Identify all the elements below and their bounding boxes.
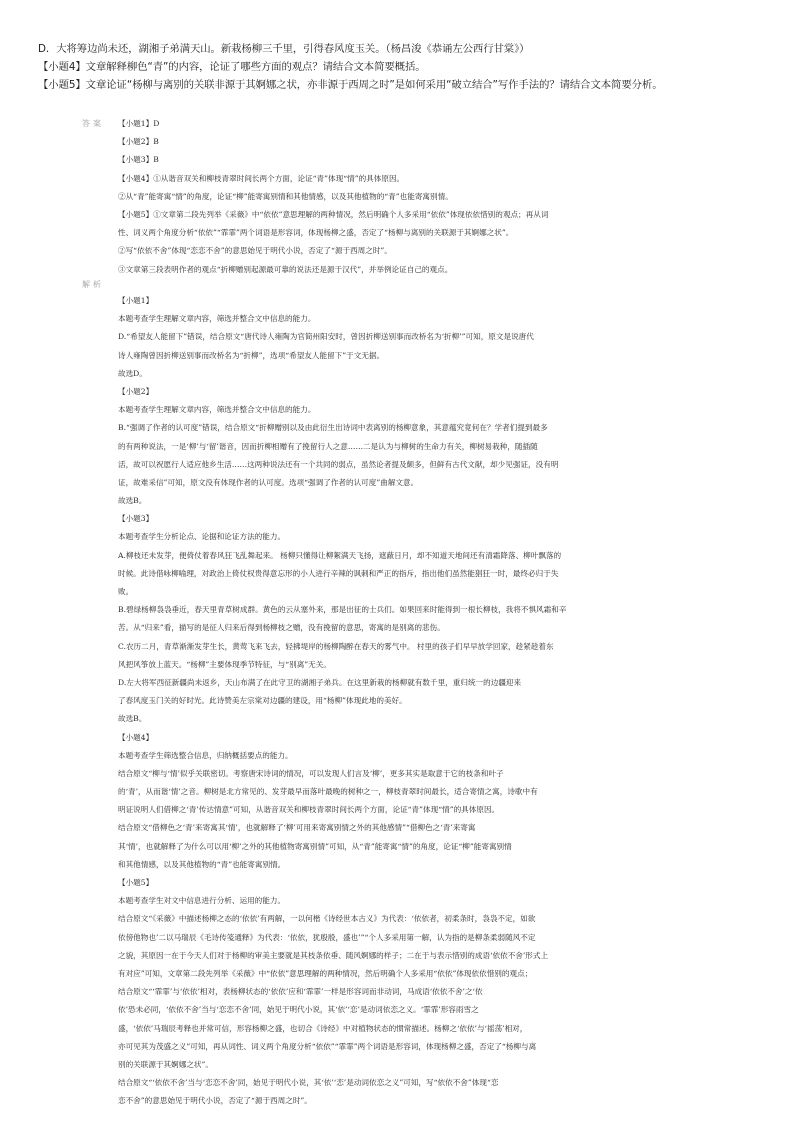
- analysis-line: 了春风度玉门关的好时光。此诗赞美左宗棠对边疆的建设，用“杨柳”体现此地的美好。: [118, 696, 407, 706]
- analysis-line: 故选B。: [118, 496, 147, 506]
- analysis-line: 本题考查学生对文中信息进行分析、运用的能力。: [118, 896, 286, 906]
- analysis-line: 【小题3】: [118, 514, 154, 524]
- analysis-line: 活，故可以祝愿行人适应他乡生活……这两种说法还有一个共同的弱点，虽然论者提及颇多，但鲜有古代文献，却少见强证，没有明: [118, 459, 559, 469]
- analysis-line: 的有两种说法，一是‘柳’与‘留’谐音，因而折柳相赠有了挽留行人之意……二是认为与柳树的生命力有关，柳树易栽种，随插随: [118, 441, 538, 451]
- answer-line: 【小题5】①文章第二段先列举《采薇》中“依依”意思理解的两种情况，然后明确个人多采用“依依”体现依依惜别的观点；再从词: [118, 209, 549, 219]
- analysis-line: 别的关联源于其婀娜之状”。: [118, 1059, 214, 1069]
- answer-line: ②写“依依不舍”体现“恋恋不舍”的意思始见于明代小说，否定了“源于西周之时”。: [118, 246, 392, 256]
- answer-line: 性、词义两个角度分析“依依”“霏霏”两个词语是形容词，体现杨柳之盛，否定了“杨柳与离别的关联源于其婀娜之状”。: [118, 228, 514, 238]
- question-5: 【小题5】文章论证“杨柳与离别的关联非源于其婀娜之状，亦非源于西周之时”是如何采用“破立结合”写作手法的？请结合文本简要分析。: [38, 79, 663, 91]
- analysis-line: A.柳枝还未发芽，便倚仗着春风狂飞乱舞起来。 杨柳只懂得让柳絮满天飞扬，遮蔽日月，却不知道天地间还有清霜降落、柳叶飘落的: [118, 550, 562, 560]
- analysis-line: 其‘情’，也就解释了为什么可以用‘柳’之外的其他植物寄寓别情”可知，从“青”能寄寓“情”的角度，论证“柳”能寄寓别情: [118, 841, 512, 851]
- analysis-line: 结合原文“《采薇》中描述杨柳之态的‘依依’有两解，一以何楷《诗经世本古义》为代表：‘依依者，初柔条时，袅袅不定，如欲: [118, 914, 536, 924]
- analysis-line: 的‘青’，从而谐‘情’之音。柳树是北方常见的、发芽最早而落叶最晚的树种之一，柳枝青翠时间最长，适合寄情之寓，诗歌中有: [118, 787, 538, 797]
- question-4: 【小题4】文章解释柳色“青”的内容，论证了哪些方面的观点？请结合文本简要概括。: [38, 61, 426, 73]
- analysis-line: 诗人雍陶曾因折柳送别事而改桥名为“折柳”，选项“希望友人能留下”于文无据。: [118, 350, 385, 360]
- analysis-line: 时候。此诗借咏柳喻理，对政治上倚仗权贵得意忘形的小人进行辛辣的讽刺和严正的指斥，指出他们虽然能猖狂一时，最终必归于失: [118, 568, 559, 578]
- analysis-line: 风把风筝放上蓝天。“杨柳”主要体现季节特征，与“别离”无关。: [118, 659, 331, 669]
- analysis-line: 有对应”可知，文章第二段先列举《采薇》中“依依”意思理解的两种情况，然后明确个人多采用“依依”体现依依惜别的观点；: [118, 968, 533, 978]
- answer-line: ②从“青”能寄寓“情”的角度，论证“柳”能寄寓别情和其他情感，以及其他植物的“青”也能寄寓别情。: [118, 191, 453, 201]
- analysis-line: D.“希望友人能留下”错误，结合原文“唐代诗人雍陶为官简州阳安时，曾因折柳送别事而改桥名为‘折柳’”可知，原文是说唐代: [118, 332, 534, 342]
- analysis-line: B.“强调了作者的认可度”错误，结合原文“折柳赠别以及由此衍生出诗词中表离别的杨柳意象，其意蕴究竟何在？学者们提到最多: [118, 423, 548, 433]
- analysis-line: 败。: [118, 587, 134, 596]
- analysis-line: 结合原文“‘依依不舍’当与‘恋恋不舍’同，始见于明代小说，其‘依’‘恋’是动词依恋之义”可知，写“依依不舍”体现“恋: [118, 1078, 499, 1088]
- analysis-line: 和其他情感，以及其他植物的“青”也能寄寓别情。: [118, 859, 286, 869]
- analysis-line: 依傍他物也’二以马瑞辰《毛诗传笺通释》为代表：‘依依，犹殷殷，盛也’”“个人多采用第一解，认为指的是柳条柔弱随风不定: [118, 932, 536, 942]
- analysis-line: C.农历二月，青草渐渐发芽生长，黄莺飞来飞去，轻拂堤岸的杨柳陶醉在春天的雾气中。 村里的孩子们早早放学回家，趁紧趁着东: [118, 641, 554, 651]
- analysis-line: 故选D。: [118, 368, 147, 378]
- analysis-line: 故选B。: [118, 714, 147, 724]
- analysis-line: 恋不舍”的意思始见于明代小说，否定了“源于西周之时”。: [118, 1096, 312, 1106]
- answer-line: 【小题2】B: [118, 137, 159, 147]
- answer-line: 【小题1】D: [118, 119, 160, 128]
- answer-line: 【小题4】①从谐音双关和柳枝青翠时间长两个方面，论证“青”体现“情”的具体原因。: [118, 173, 405, 183]
- analysis-line: 本题考查学生筛选整合信息，归纳概括要点的能力。: [118, 750, 293, 760]
- analysis-line: [118, 1110, 718, 1128]
- analysis-line: 明证说明人们借柳之‘青’传达情意”可知，从谐音双关和柳枝青翠时间长两个方面，论证“青”体现“情”的具体原因。: [118, 805, 500, 815]
- question-block: [38, 40, 768, 94]
- analysis-line: 盛，‘依依’马瑞辰考释也并常可信，形容杨柳之盛，也切合《诗经》中对植物状态的惯常描述。杨柳之‘依依’与‘摇荡’相对，: [118, 1023, 528, 1033]
- analysis-line: 本题考查学生分析论点、论据和论证方法的能力。: [118, 532, 286, 542]
- analysis-line: 亦可见其为茂盛之义”可知，再从词性、词义两个角度分析“依依”“霏霏”两个词语是形容词，体现杨柳之盛，否定了“杨柳与离: [118, 1041, 537, 1051]
- analysis-line: 结合原文“‘霏霏’与‘依依’相对，表杨柳状态的‘依依’应和‘霏霏’一样是形容词而非动词，马成语‘依依不舍’之‘依: [118, 987, 483, 997]
- analysis-label: 解析: [82, 280, 104, 289]
- analysis-line: D.左大将军西征新疆尚未返乡，天山布满了在此守卫的湖湘子弟兵。在这里新栽的杨柳就有数千里，重归统一的边疆迎来: [118, 677, 522, 687]
- analysis-section: [118, 292, 718, 1129]
- analysis-line: 本题考查学生理解文章内容，筛选并整合文中信息的能力。: [118, 314, 316, 324]
- analysis-line: 本题考查学生理解文章内容，筛选并整合文中信息的能力。: [118, 405, 316, 415]
- analysis-line: 结合原文“柳与‘情’似乎关联密切。考察唐宋诗词的情况，可以发现人们言及‘柳’，更多其实是取意于它的枝条和叶子: [118, 768, 504, 778]
- analysis-line: 结合原文“借柳色之‘青’来寄寓其‘情’，也就解释了‘柳’可用来寄寓别情之外的其他感情”“借柳色之‘青’来寄寓: [118, 823, 476, 833]
- analysis-line: B.碧绿杨柳袅袅垂近，春天里青草树成群。黄色的云从塞外来，那是出征的士兵们。如果回来时能得到一根长柳枝，我将不惧风霜和辛: [118, 605, 567, 615]
- analysis-line: 苦。从“归来”看，描写的是征人归来后得到杨柳枝之赠，没有挽留的意思，寄寓的是别离的悲伤。: [118, 623, 445, 633]
- answer-line: 【小题3】B: [118, 155, 159, 165]
- answer-label: 答案: [82, 119, 104, 128]
- analysis-line: 【小题4】: [118, 732, 154, 742]
- answer-line: ③文章第三段表明作者的观点“折柳赠别起源最可靠的说法还是源于汉代”，并举例论证自己的观点。: [118, 264, 453, 274]
- analysis-line: 依’恐未必同，‘依依不舍’当与‘恋恋不舍’同，始见于明代小说，其‘依’‘恋’是动词依恋之义。‘霏霏’形容雨雪之: [118, 1005, 479, 1015]
- analysis-line: 【小题5】: [118, 878, 154, 887]
- analysis-line: 【小题1】: [118, 296, 154, 305]
- analysis-line: 之貌，其原因一在于今天人们对于杨柳的审美主要就是其枝条依垂、随风婀娜的样子；二在于与表示惜别的成语‘依依不舍’形式上: [118, 950, 549, 960]
- answer-section: [118, 115, 738, 279]
- analysis-line: 证，故难采信”可知，原文没有体现作者的认可度。选项“强调了作者的认可度”曲解文意。: [118, 477, 419, 487]
- analysis-line: 【小题2】: [118, 386, 154, 396]
- question-option-d: D．大将筹边尚未还，湖湘子弟满天山。新栽杨柳三千里，引得春风度玉关。（杨昌浚《恭诵左公西行甘棠》）: [38, 43, 530, 55]
